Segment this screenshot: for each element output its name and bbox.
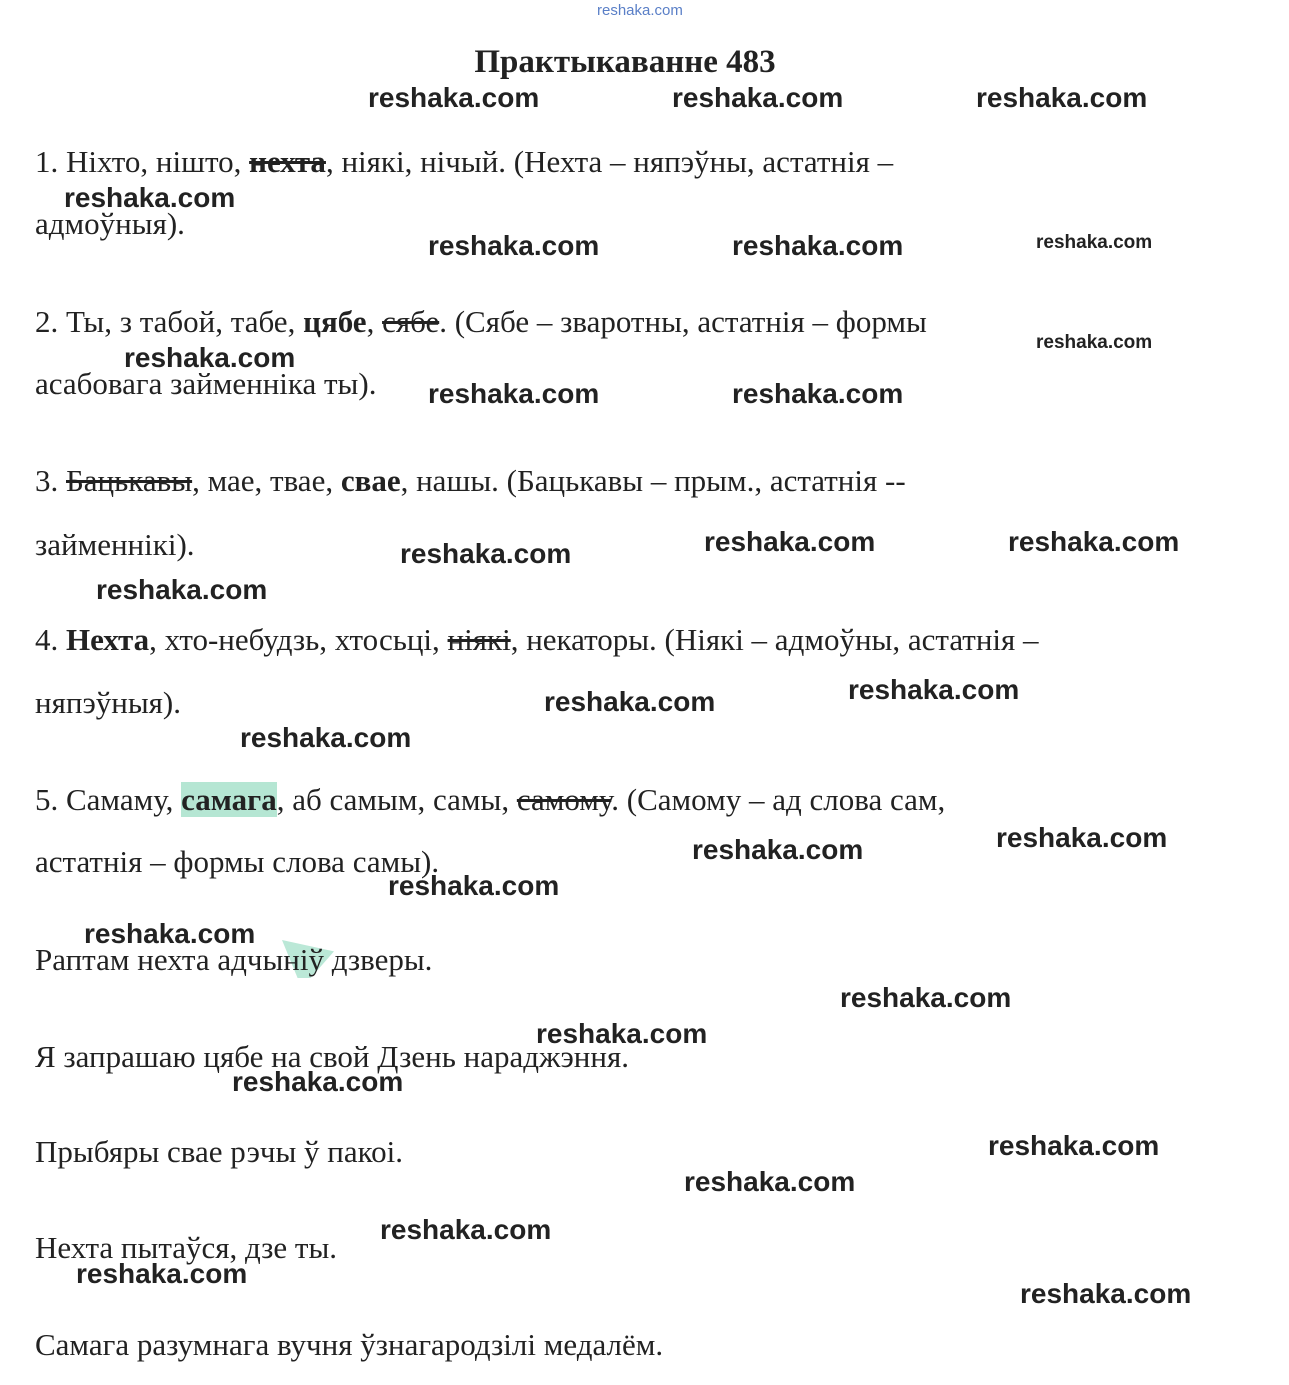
sentence-4: Нехта пытаўся, дзе ты. (35, 1230, 338, 1265)
watermark: reshaka.com (1020, 1278, 1192, 1309)
watermark: reshaka.com (692, 834, 864, 865)
watermark: reshaka.com (64, 182, 236, 213)
bold-word: Нехта (66, 622, 150, 657)
watermark: reshaka.com (84, 918, 256, 949)
bold-word: свае (340, 463, 401, 498)
item-4-line-2: няпэўныя). (35, 685, 181, 720)
watermark: reshaka.com (996, 822, 1168, 853)
watermark: reshaka.com (76, 1258, 248, 1289)
watermark: reshaka.com (1036, 232, 1153, 253)
bold-highlighted-word: самага (181, 782, 277, 817)
item-2-line-1: 2. Ты, з табой, табе, цябе, сябе. (Сябе – зваротны, астатнія – формы (35, 304, 927, 339)
item-3-line-2: займеннікі). (35, 527, 195, 562)
watermark: reshaka.com (1008, 526, 1180, 557)
struck-word: нехта (249, 144, 326, 179)
bold-word: цябе (303, 304, 367, 339)
watermark: reshaka.com (544, 686, 716, 717)
struck-word: сябе (382, 304, 440, 339)
watermark: reshaka.com (368, 82, 540, 113)
watermark: reshaka.com (976, 82, 1148, 113)
watermark: reshaka.com (240, 722, 412, 753)
item-3-line-1: 3. Бацькавы, мае, твае, свае, нашы. (Бацькавы – прым., астатнія -- (35, 463, 906, 498)
watermark: reshaka.com (672, 82, 844, 113)
page-title: Практыкаванне 483 (474, 44, 776, 80)
site-mark: reshaka.com (597, 2, 683, 19)
watermark: reshaka.com (988, 1130, 1160, 1161)
watermark: reshaka.com (232, 1066, 404, 1097)
watermark: reshaka.com (684, 1166, 856, 1197)
item-5-line-1: 5. Самаму, самага, аб самым, самы, самому. (Самому – ад слова сам, (35, 782, 946, 817)
sentence-3: Прыбяры свае рэчы ў пакоі. (35, 1134, 404, 1169)
watermark: reshaka.com (428, 230, 600, 261)
sentence-1: Раптам нехта адчыніў дзверы. (35, 942, 433, 977)
watermark: reshaka.com (732, 378, 904, 409)
watermark: reshaka.com (536, 1018, 708, 1049)
sentence-5: Самага разумнага вучня ўзнагародзілі медалём. (35, 1327, 664, 1362)
watermark: reshaka.com (96, 574, 268, 605)
watermark: reshaka.com (732, 230, 904, 261)
struck-word: самому (516, 782, 612, 817)
watermark: reshaka.com (1036, 332, 1153, 353)
item-1-line-1: 1. Ніхто, нішто, нехта, ніякі, нічый. (Нехта – няпэўны, астатнія – (35, 144, 894, 179)
struck-word: Бацькавы (66, 463, 193, 498)
item-5-line-2: астатнія – формы слова самы). (35, 844, 440, 879)
item-1-line-2: адмоўныя). (35, 206, 185, 241)
watermark: reshaka.com (400, 538, 572, 569)
watermark: reshaka.com (124, 342, 296, 373)
watermark: reshaka.com (388, 870, 560, 901)
watermark: reshaka.com (840, 982, 1012, 1013)
item-2-line-2: асабовага займенніка ты). (35, 366, 377, 401)
struck-word: ніякі (447, 622, 511, 657)
item-4-line-1: 4. Нехта, хто-небудзь, хтосьці, ніякі, некаторы. (Ніякі – адмоўны, астатнія – (35, 622, 1039, 657)
watermark: reshaka.com (380, 1214, 552, 1245)
watermark: reshaka.com (848, 674, 1020, 705)
sentence-2: Я запрашаю цябе на свой Дзень нараджэння. (35, 1039, 629, 1074)
watermark: reshaka.com (428, 378, 600, 409)
watermark: reshaka.com (704, 526, 876, 557)
